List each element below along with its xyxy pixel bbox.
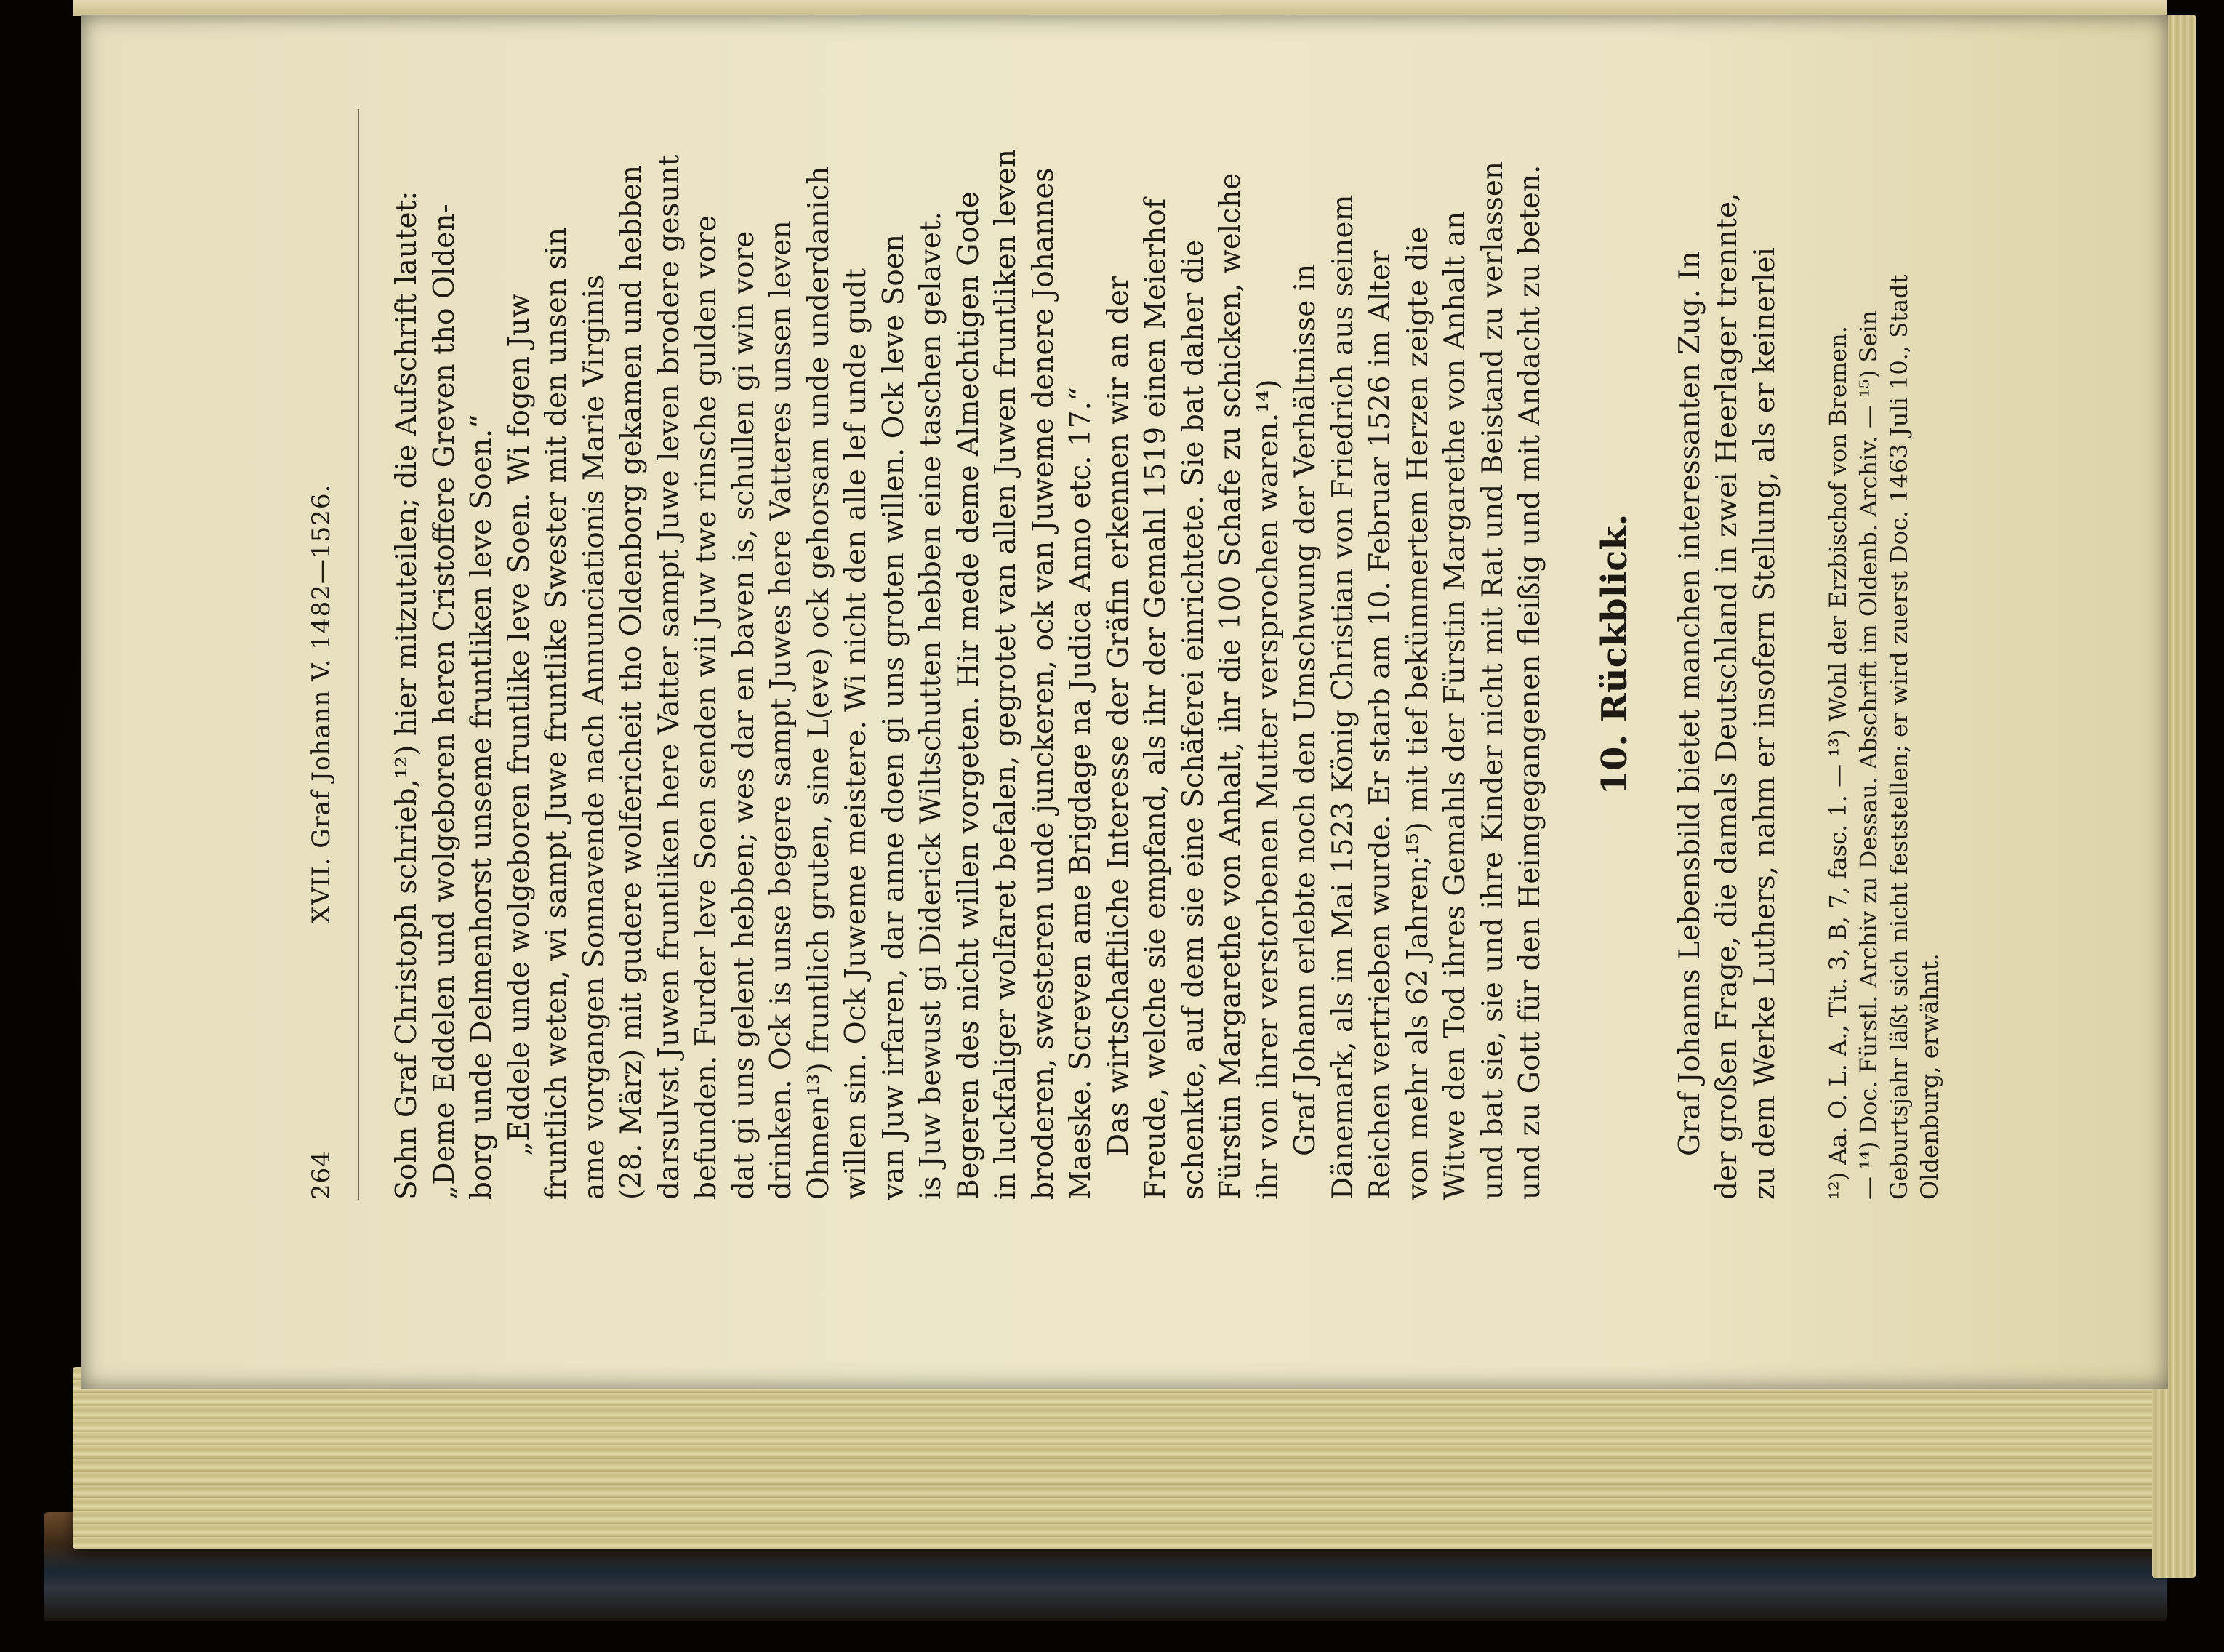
footnote-line: Oldenburg, erwähnt. [1916, 953, 1943, 1200]
text-line: schenkte, auf dem sie eine Schäferei einrichtete. Sie bat daher die [1176, 239, 1210, 1200]
text-line: willen sin. Ock Juweme meistere. Wi nicht den alle lef unde gudt [840, 268, 872, 1200]
text-line: „Deme Eddelen und wolgeboren heren Cristoffere Greven tho Olden- [427, 204, 461, 1200]
text-line: zu dem Werke Luthers, nahm er insofern Stellung, als er keinerlei [1748, 246, 1781, 1200]
text-line: Reichen vertrieben wurde. Er starb am 10. Februar 1526 im Alter [1364, 250, 1397, 1200]
text-line: darsulvst Juwen fruntliken here Vatter sampt Juwe leven brodere gesunt [652, 154, 686, 1200]
text-line: Witwe den Tod ihres Gemahls der Fürstin Margarethe von Anhalt an [1439, 211, 1472, 1200]
text-line: is Juw bewust gi Diderick Wiltschutten hebben eine taschen gelavet. [915, 211, 947, 1200]
text-line: Das wirtschaftliche Interesse der Gräfin erkennen wir an der [1101, 276, 1135, 1156]
text-line: borg unde Delmenhorst unseme fruntliken leve Soen.“ [465, 414, 498, 1200]
chapter-headline: XVII. Graf Johann V. 1482—1526. [307, 484, 336, 923]
page-number: 264 [307, 1150, 336, 1200]
text-line: Dänemark, als im Mai 1523 König Christian von Friedrich aus seinem [1326, 194, 1360, 1200]
text-line: Maeske. Screven ame Brigdage na Judica Anno etc. 17.“ [1064, 387, 1097, 1200]
text-line: broderen, swesteren unde junckeren, ock van Juweme denere Johannes [1027, 167, 1060, 1200]
text-line: und bat sie, sie und ihre Kinder nicht mit Rat und Beistand zu verlassen [1476, 161, 1509, 1200]
text-line: (28. März) mit gudere wolfericheit tho Oldenborg gekamen und hebben [615, 164, 648, 1200]
text-line: Graf Johanns Lebensbild bietet manchen interessanten Zug. In [1673, 251, 1706, 1156]
text-line: Fürstin Margarethe von Anhalt, ihr die 100 Schafe zu schicken, welche [1214, 172, 1247, 1200]
text-line: Sohn Graf Christoph schrieb,¹²) hier mitzuteilen; die Aufschrift lautet: [390, 191, 423, 1200]
section-heading: 10. Rückblick. [1594, 513, 1635, 795]
text-line: in luckfaliger wolfaret befalen, gegrotet van allen Juwen fruntliken leven [989, 149, 1022, 1200]
text-line: dat gi uns gelent hebben; wes dar en baven is, schullen gi win vore [727, 230, 760, 1200]
text-line: befunden. Furder leve Soen senden wii Juw twe rinsche gulden vore [690, 214, 723, 1200]
footnote-line: ¹²) Aa. O. L. A., Tit. 3, B, 7, fasc. 1. — ¹³) Wohl der Erzbischof von Bremen. [1824, 326, 1852, 1200]
text-line: Freude, welche sie empfand, als ihr der Gemahl 1519 einen Meierhof [1139, 198, 1172, 1200]
text-line: van Juw irfaren, dar anne doen gi uns groten willen. Ock leve Soen [877, 234, 910, 1200]
text-line: und zu Gott für den Heimgegangenen fleißig und mit Andacht zu beten. [1514, 164, 1546, 1200]
section-text [1671, 109, 1784, 1200]
text-line: Graf Johann erlebte noch den Umschwung der Verhältnisse in [1289, 263, 1322, 1156]
page-edges-bottom [73, 1367, 2181, 1549]
facing-page-edge [73, 0, 2167, 16]
footnote-line: — ¹⁴) Doc. Fürstl. Archiv zu Dessau. Abschrift im Oldenb. Archiv. — ¹⁵) Sein [1855, 310, 1882, 1200]
text-line: „Eddele unde wolgeboren fruntlike leve Soen. Wi fogen Juw [502, 293, 536, 1156]
rotated-text-block [300, 109, 1994, 1200]
text-line: von mehr als 62 Jahren;¹⁵) mit tief bekümmertem Herzen zeigte die [1401, 226, 1434, 1200]
text-line: drinken. Ock is unse begere sampt Juwes here Vatteres unsen leven [765, 220, 798, 1200]
text-line: Ohmen¹³) fruntlich gruten, sine L(eve) ock gehorsam unde underdanich [802, 166, 835, 1200]
body-text [388, 109, 1549, 1200]
text-line: Begeren des nicht willen vorgeten. Hir mede deme Almechtigen Gode [952, 191, 985, 1200]
text-line: der großen Frage, die damals Deutschland in zwei Heerlager trennte, [1711, 192, 1743, 1200]
footnotes [1823, 109, 1945, 1200]
text-line: fruntlich weten, wi sampt Juwe fruntlike Swester mit den unsen sin [540, 227, 573, 1200]
running-head [300, 109, 359, 1200]
book-page [81, 15, 2168, 1389]
text-line: ihr von ihrer verstorbenen Mutter versprochen waren.¹⁴) [1251, 379, 1285, 1200]
text-line: ame vorgangen Sonnavende nach Annunciationis Marie Virginis [577, 274, 611, 1200]
footnote-line: Geburtsjahr läßt sich nicht feststellen; er wird zuerst Doc. 1463 Juli 10., Stadt [1885, 274, 1913, 1200]
